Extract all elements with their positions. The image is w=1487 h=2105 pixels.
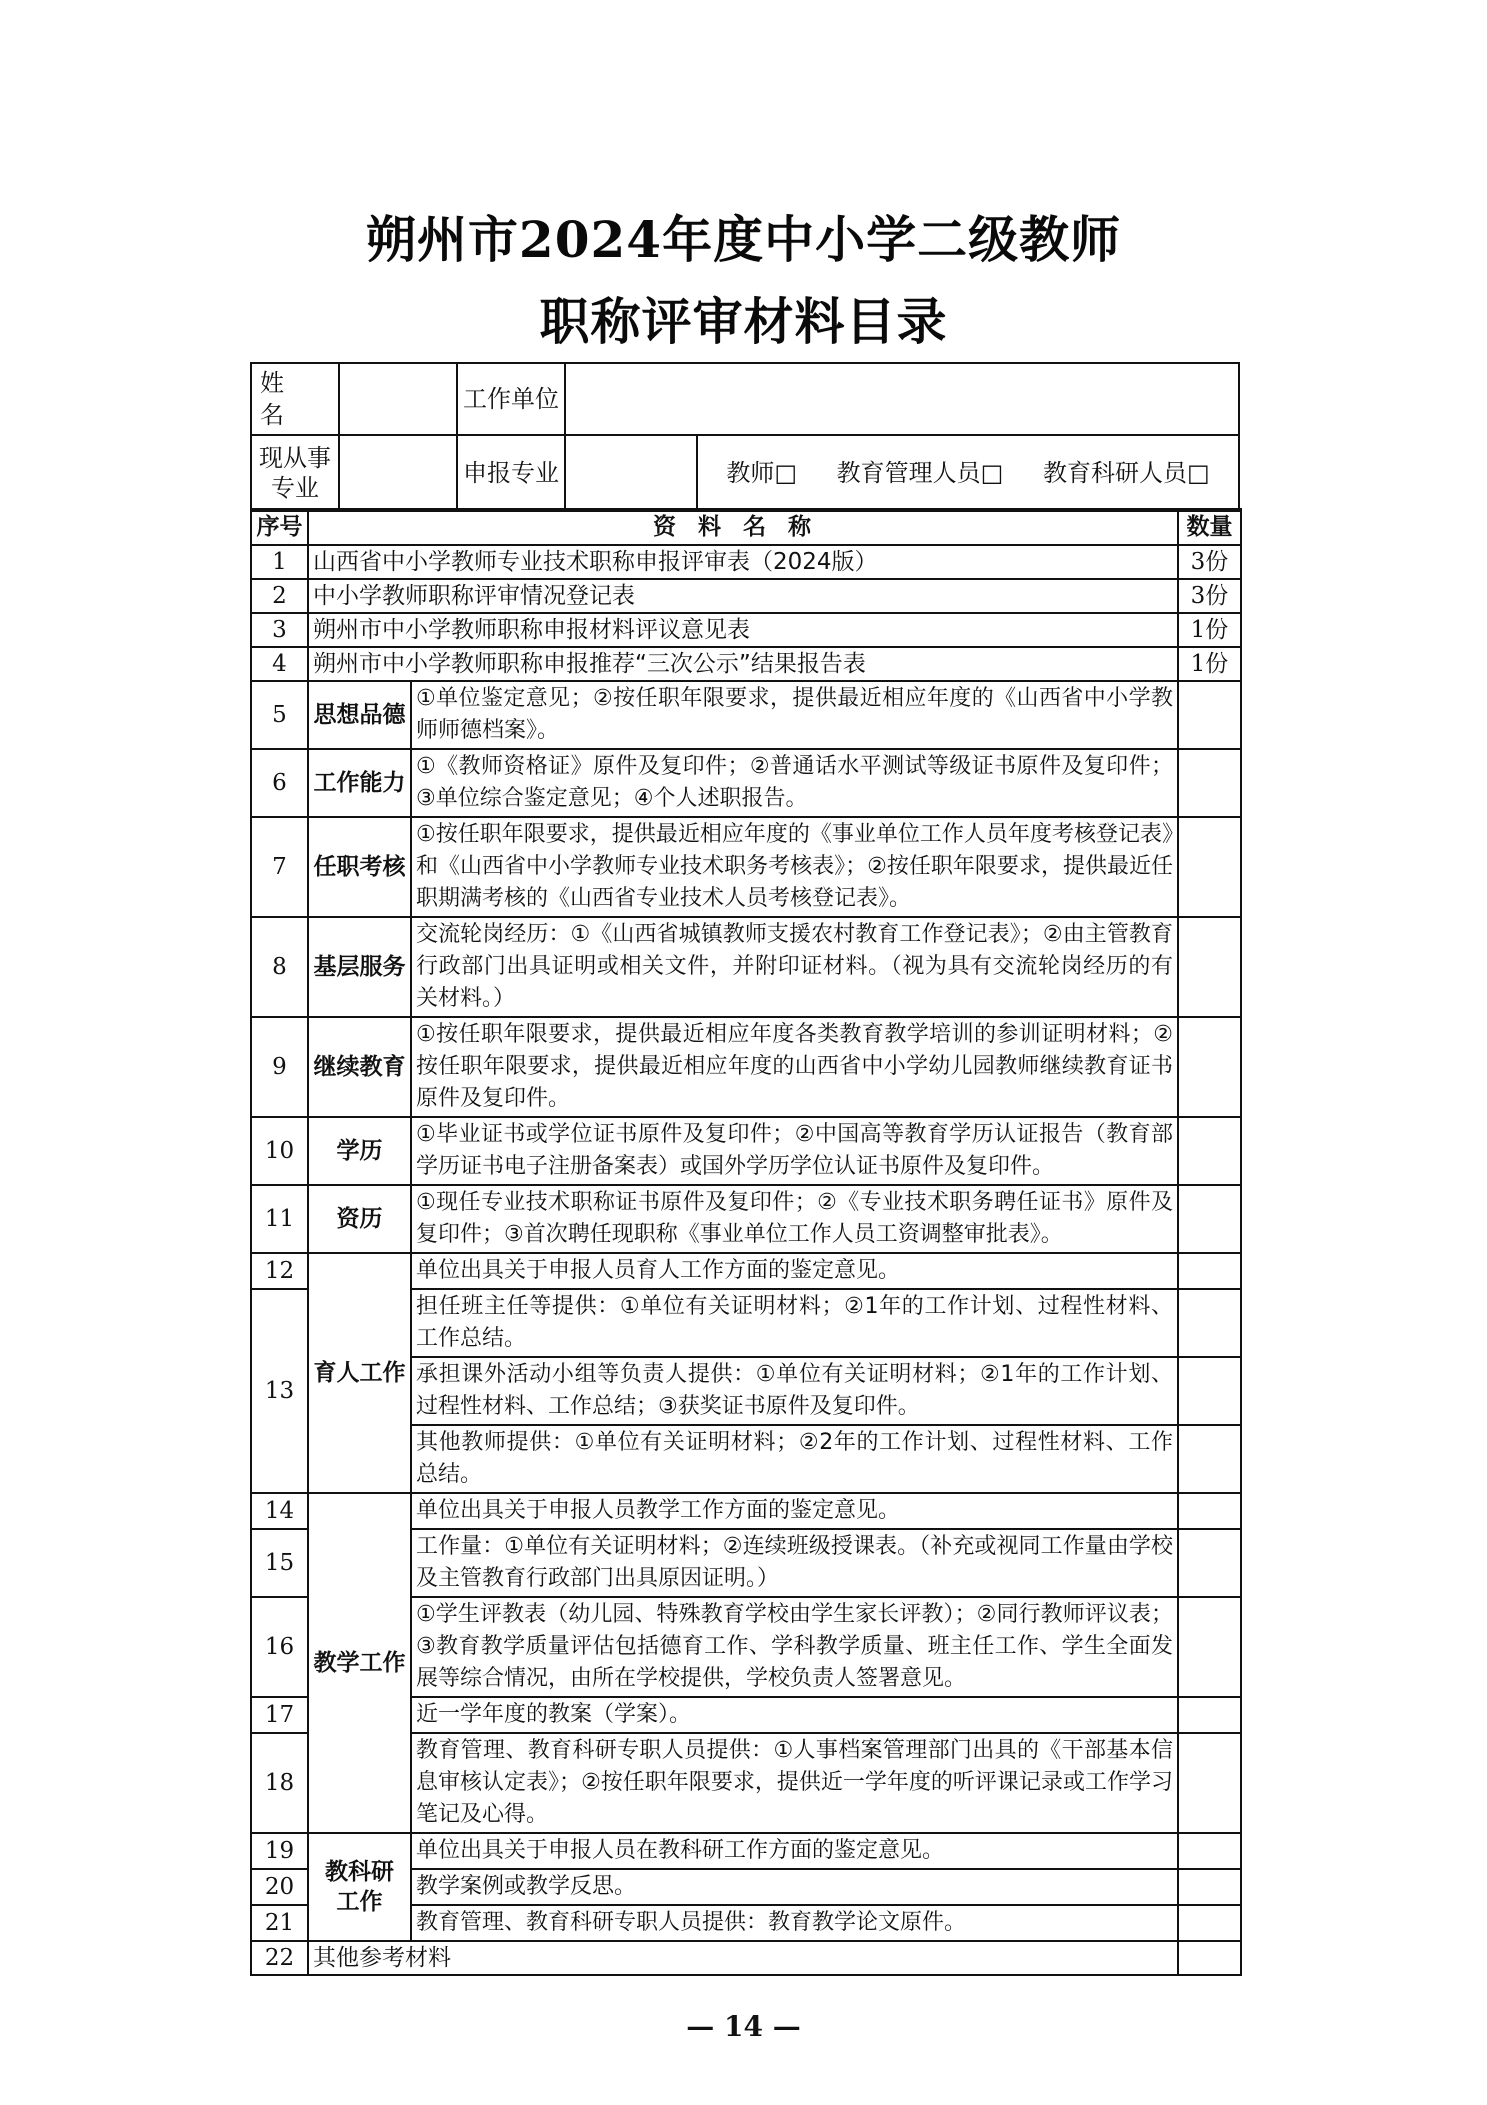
row-qty [1178,1941,1241,1975]
row-seq: 2 [251,579,308,613]
row-seq: 3 [251,613,308,647]
applied-major-field[interactable] [565,435,697,511]
row-qty [1178,1529,1241,1597]
row-content: 承担课外活动小组等负责人提供：①单位有关证明材料；②1年的工作计划、过程性材料、工作总结；③获奖证书原件及复印件。 [411,1357,1178,1425]
row-qty [1178,1117,1241,1185]
current-major-label: 现从事专业 [251,435,339,511]
header-name: 资料名称 [308,509,1178,545]
row-qty: 3份 [1178,579,1241,613]
category-jiaoxue: 教学工作 [308,1493,411,1833]
row-seq: 12 [251,1253,308,1289]
row-seq: 20 [251,1869,308,1905]
role-selector [697,435,1239,511]
table-row [251,681,1241,749]
row-qty [1178,1869,1241,1905]
category-jiaokeyan: 教科研工作 [308,1833,411,1941]
checkbox-icon[interactable]: □ [1186,459,1210,487]
row-qty [1178,1493,1241,1529]
table-row [251,817,1241,917]
row-seq: 8 [251,917,308,1017]
row-content: ①毕业证书或学位证书原件及复印件；②中国高等教育学历认证报告（教育部学历证书电子注册备案表）或国外学历学位认证书原件及复印件。 [411,1117,1178,1185]
row-name: 山西省中小学教师专业技术职称申报评审表（2024版） [308,545,1178,579]
materials-table [250,508,1242,1976]
row-qty: 1份 [1178,613,1241,647]
row-seq: 6 [251,749,308,817]
row-seq: 18 [251,1733,308,1833]
row-content: 单位出具关于申报人员在教科研工作方面的鉴定意见。 [411,1833,1178,1869]
table-row [251,545,1241,579]
row-qty: 1份 [1178,647,1241,681]
name-field[interactable] [339,363,457,435]
row-seq: 11 [251,1185,308,1253]
row-seq: 1 [251,545,308,579]
row-content: 其他教师提供：①单位有关证明材料；②2年的工作计划、过程性材料、工作总结。 [411,1425,1178,1493]
applicant-row-1 [251,363,1239,435]
row-category: 基层服务 [308,917,411,1017]
row-seq: 19 [251,1833,308,1869]
applicant-info-table [250,362,1240,512]
row-content: ①《教师资格证》原件及复印件；②普通话水平测试等级证书原件及复印件；③单位综合鉴定意见；④个人述职报告。 [411,749,1178,817]
row-qty [1178,1733,1241,1833]
row-content: 工作量：①单位有关证明材料；②连续班级授课表。（补充或视同工作量由学校及主管教育行政部门出具原因证明。） [411,1529,1178,1597]
row-qty [1178,817,1241,917]
row-content: 担任班主任等提供：①单位有关证明材料；②1年的工作计划、过程性材料、工作总结。 [411,1289,1178,1357]
row-content: 单位出具关于申报人员育人工作方面的鉴定意见。 [411,1253,1178,1289]
role-option-edu-admin[interactable] [837,459,1004,487]
row-category: 学历 [308,1117,411,1185]
row-qty [1178,1697,1241,1733]
applicant-row-2 [251,435,1239,511]
table-row [251,1253,1241,1289]
row-name: 其他参考材料 [308,1941,1178,1975]
row-category: 任职考核 [308,817,411,917]
row-seq: 17 [251,1697,308,1733]
row-content: 近一学年度的教案（学案）。 [411,1697,1178,1733]
table-row [251,1493,1241,1529]
row-content: 教育管理、教育科研专职人员提供：教育教学论文原件。 [411,1905,1178,1941]
row-category: 资历 [308,1185,411,1253]
checkbox-icon[interactable]: □ [980,459,1004,487]
header-qty: 数量 [1178,509,1241,545]
work-unit-field[interactable] [565,363,1239,435]
role-option-teacher[interactable] [726,459,797,487]
table-row [251,917,1241,1017]
row-qty [1178,681,1241,749]
row-content: ①按任职年限要求，提供最近相应年度的《事业单位工作人员年度考核登记表》和《山西省中小学教师专业技术职务考核表》；②按任职年限要求，提供最近任职期满考核的《山西省专业技术人员考核登记表》。 [411,817,1178,917]
document-title-line1: 朔州市2024年度中小学二级教师 [365,210,1122,269]
row-seq: 10 [251,1117,308,1185]
row-name: 中小学教师职称评审情况登记表 [308,579,1178,613]
row-seq: 9 [251,1017,308,1117]
row-content: 交流轮岗经历：①《山西省城镇教师支援农村教育工作登记表》；②由主管教育行政部门出具证明或相关文件，并附印证材料。（视为具有交流轮岗经历的有关材料。） [411,917,1178,1017]
row-content: ①学生评教表（幼儿园、特殊教育学校由学生家长评教）；②同行教师评议表；③教育教学质量评估包括德育工作、学科教学质量、班主任工作、学生全面发展等综合情况，由所在学校提供，学校负责人签署意见。 [411,1597,1178,1697]
role-label: 教育科研人员 [1042,459,1187,487]
row-seq: 4 [251,647,308,681]
row-qty: 3份 [1178,545,1241,579]
row-name: 朔州市中小学教师职称申报推荐“三次公示”结果报告表 [308,647,1178,681]
row-category: 思想品德 [308,681,411,749]
row-qty [1178,1905,1241,1941]
document-title-line2: 职称评审材料目录 [539,292,948,351]
table-row [251,749,1241,817]
table-row [251,1185,1241,1253]
row-qty [1178,749,1241,817]
row-qty [1178,1253,1241,1289]
applied-major-label: 申报专业 [457,435,565,511]
role-label: 教师 [726,459,775,487]
role-option-edu-research[interactable] [1043,459,1210,487]
row-content: 教学案例或教学反思。 [411,1869,1178,1905]
table-header-row [251,509,1241,545]
row-qty [1178,1185,1241,1253]
row-seq: 13 [251,1289,308,1493]
row-seq: 5 [251,681,308,749]
row-category: 继续教育 [308,1017,411,1117]
row-qty [1178,1289,1241,1357]
row-qty [1178,1597,1241,1697]
header-seq: 序号 [251,509,308,545]
row-seq: 16 [251,1597,308,1697]
table-row [251,1941,1241,1975]
table-row [251,647,1241,681]
row-content: ①按任职年限要求，提供最近相应年度各类教育教学培训的参训证明材料；②按任职年限要求，提供最近相应年度的山西省中小学幼儿园教师继续教育证书原件及复印件。 [411,1017,1178,1117]
row-content: ①现任专业技术职称证书原件及复印件；②《专业技术职务聘任证书》原件及复印件；③首次聘任现职称《事业单位工作人员工资调整审批表》。 [411,1185,1178,1253]
table-row [251,1117,1241,1185]
row-seq: 14 [251,1493,308,1529]
work-unit-label: 工作单位 [457,363,565,435]
row-seq: 7 [251,817,308,917]
row-qty [1178,1017,1241,1117]
row-content: 教育管理、教育科研专职人员提供：①人事档案管理部门出具的《干部基本信息审核认定表》；②按任职年限要求，提供近一学年度的听评课记录或工作学习笔记及心得。 [411,1733,1178,1833]
category-yuren: 育人工作 [308,1253,411,1493]
table-row [251,579,1241,613]
row-content: 单位出具关于申报人员教学工作方面的鉴定意见。 [411,1493,1178,1529]
row-qty [1178,917,1241,1017]
row-category: 工作能力 [308,749,411,817]
table-row [251,1017,1241,1117]
row-qty [1178,1833,1241,1869]
table-row [251,1833,1241,1869]
row-seq: 21 [251,1905,308,1941]
checkbox-icon[interactable]: □ [774,459,798,487]
page-number: — 14 — [686,2010,801,2043]
current-major-field[interactable] [339,435,457,511]
name-label: 姓 名 [251,363,339,435]
row-qty [1178,1425,1241,1493]
role-label: 教育管理人员 [836,459,981,487]
row-content: ①单位鉴定意见；②按任职年限要求，提供最近相应年度的《山西省中小学教师师德档案》。 [411,681,1178,749]
row-seq: 22 [251,1941,308,1975]
table-row [251,613,1241,647]
row-qty [1178,1357,1241,1425]
row-seq: 15 [251,1529,308,1597]
row-name: 朔州市中小学教师职称申报材料评议意见表 [308,613,1178,647]
